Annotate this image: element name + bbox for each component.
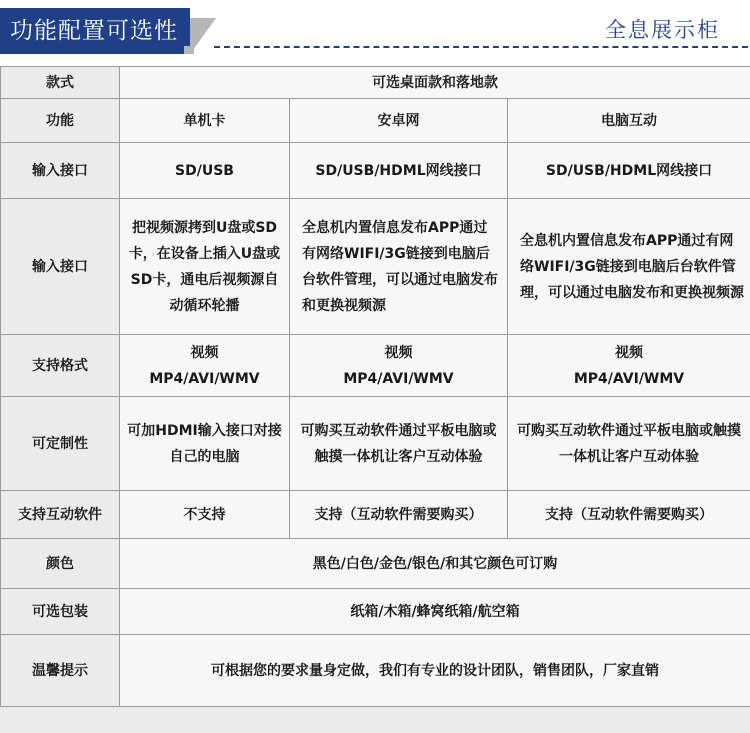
cell-standalone: 可加HDMI输入接口对接自己的电脑 — [120, 397, 290, 491]
cell-pc-interactive: 电脑互动 — [508, 99, 750, 143]
cell-packaging: 纸箱/木箱/蜂窝纸箱/航空箱 — [120, 589, 750, 635]
dashed-divider — [214, 46, 748, 48]
cell-pc-interactive: 支持（互动软件需要购买） — [508, 491, 750, 539]
cell-android: 安卓网 — [290, 99, 508, 143]
header — [0, 0, 750, 62]
cell-android: 支持（互动软件需要购买） — [290, 491, 508, 539]
row-label: 支持互动软件 — [1, 491, 120, 539]
cell-pc-interactive: 可购买互动软件通过平板电脑或触摸一体机让客户互动体验 — [508, 397, 750, 491]
row-label: 可选包装 — [1, 589, 120, 635]
title-shadow-decoration-base — [184, 46, 194, 54]
section-title: 功能配置可选性 — [0, 8, 190, 54]
row-label: 支持格式 — [1, 335, 120, 397]
format-title: 视频 — [296, 340, 501, 366]
cell-tips: 可根据您的要求量身定做，我们有专业的设计团队，销售团队，厂家直销 — [120, 635, 750, 707]
row-label: 款式 — [1, 67, 120, 99]
format-title: 视频 — [514, 340, 744, 366]
row-label: 输入接口 — [1, 199, 120, 335]
table-row-formats — [1, 335, 750, 397]
format-value: MP4/AVI/WMV — [514, 366, 744, 392]
cell-android — [290, 335, 508, 397]
table-row-packaging — [1, 589, 750, 635]
row-label: 可定制性 — [1, 397, 120, 491]
cell-pc-interactive: 全息机内置信息发布APP通过有网络WIFI/3G链接到电脑后台软件管理，可以通过电脑发布和更换视频源 — [508, 199, 750, 335]
cell-pc-interactive: SD/USB/HDML网线接口 — [508, 143, 750, 199]
format-title: 视频 — [126, 340, 283, 366]
table-row-function — [1, 99, 750, 143]
format-value: MP4/AVI/WMV — [126, 366, 283, 392]
table-row-interactive-software — [1, 491, 750, 539]
format-value: MP4/AVI/WMV — [296, 366, 501, 392]
table-row-tips — [1, 635, 750, 707]
cell-style: 可选桌面款和落地款 — [120, 67, 750, 99]
cell-standalone: SD/USB — [120, 143, 290, 199]
row-label: 功能 — [1, 99, 120, 143]
cell-android: SD/USB/HDML网线接口 — [290, 143, 508, 199]
cell-standalone — [120, 335, 290, 397]
row-label: 颜色 — [1, 539, 120, 589]
table-row-customization — [1, 397, 750, 491]
cell-standalone: 单机卡 — [120, 99, 290, 143]
table-row-style — [1, 67, 750, 99]
cell-android: 全息机内置信息发布APP通过有网络WIFI/3G链接到电脑后台软件管理，可以通过电脑发布和更换视频源 — [290, 199, 508, 335]
cell-pc-interactive — [508, 335, 750, 397]
cell-color: 黑色/白色/金色/银色/和其它颜色可订购 — [120, 539, 750, 589]
product-title: 全息展示柜 — [605, 14, 720, 44]
table-row-input-interface — [1, 143, 750, 199]
row-label: 温馨提示 — [1, 635, 120, 707]
cell-standalone: 把视频源拷到U盘或SD卡，在设备上插入U盘或SD卡，通电后视频源自动循环轮播 — [120, 199, 290, 335]
cell-android: 可购买互动软件通过平板电脑或触摸一体机让客户互动体验 — [290, 397, 508, 491]
row-label: 输入接口 — [1, 143, 120, 199]
spec-table — [0, 66, 750, 707]
table-row-color — [1, 539, 750, 589]
footer-strip — [0, 706, 750, 733]
table-row-input-description — [1, 199, 750, 335]
cell-standalone: 不支持 — [120, 491, 290, 539]
